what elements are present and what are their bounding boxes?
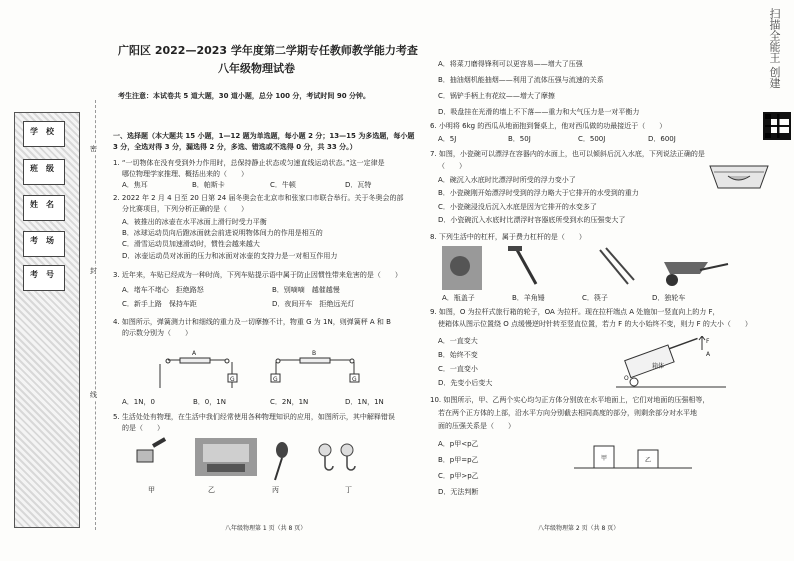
q3-option-b: B．别嘀嘀 越催越慢 [272,286,340,294]
q5-option-d: D．吸盘挂在光滑的墙上不下落——重力和大气压力是一对平衡力 [438,108,640,116]
qr-code-icon [763,112,791,140]
q8-line1: 8. 下列生活中的杠杆，属于费力杠杆的是（ ） [430,233,586,241]
q9-label-o: O [624,375,629,382]
section1-line2: 3 分，全选对得 3 分，漏选得 2 分，多选、错选或不选得 0 分，共 33 分。） [113,143,357,151]
q4-line1: 4. 如图所示，弹簧测力计和细线的重力及一切摩擦不计，物重 G 为 1N，则弹簧秤 A 和 B [113,318,391,326]
bottle-opener-icon [442,246,482,290]
q10-cubes-figure [574,440,694,476]
q8-option-b: B．羊角锤 [512,294,545,302]
footer-page-1: 八年级物理第 1 页（共 8 页） [225,525,307,532]
q2-option-a: A．被推出的冰壶在水平冰面上滑行时受力平衡 [122,218,267,226]
q5-option-a: A．将菜刀磨得锋利可以更容易——增大了压强 [438,60,583,68]
q4-label-a: A [192,350,197,357]
q5-label-bing: 丙 [272,486,279,494]
q4-option-a: A．1N，0 [122,398,155,406]
label-name: 姓 名 [30,200,54,209]
q4-label-g1: G [230,376,235,383]
chopsticks-icon [600,248,634,284]
q10-line3: 面的压强关系是（ ） [438,422,515,430]
label-number: 考 号 [30,270,54,279]
q6-option-a: A．5J [438,135,457,143]
q4-line2: 的示数分别为（ ） [122,329,192,337]
binding-strip [14,112,80,528]
q4-label-g2: G [273,376,278,383]
seal-char-feng: 封 [90,267,97,275]
q10-line1: 10. 如图所示，甲、乙两个实心均匀正方体分别放在水平地面上，它们对地面的压强相等， [430,396,710,404]
q9-option-d: D．先变小后变大 [438,379,493,387]
q10-option-b: B．p甲=p乙 [438,456,479,464]
q6-option-d: D．600J [648,135,676,143]
scanner-watermark: 扫描全能王 创建 [768,8,781,89]
q7-option-c: C．小瓷碗浸没后沉入水底是因为它排开的水变多了 [438,203,597,211]
q4-fig-left [160,358,237,388]
footer-page-2: 八年级物理第 2 页（共 8 页） [538,525,620,532]
q1-option-d: D．瓦特 [345,181,372,189]
q9-label-a: A [706,351,711,358]
section1-line1: 一、选择题（本大题共 15 小题，1—12 题为单选题，每小题 2 分；13—15 为多选题，每小题 [113,132,415,140]
q5-label-yi: 乙 [208,486,215,494]
q5-label-ding: 丁 [345,486,352,494]
q1-line1: 1. “一切物体在没有受到外力作用时，总保持静止状态或匀速直线运动状态。”这一定律是 [113,159,385,167]
q10-option-c: C．p甲>p乙 [438,472,479,480]
q2-line2: 分比赛项目，下列分析正确的是（ ） [122,205,248,213]
spatula-icon [275,442,288,480]
q2-line1: 2. 2022 年 2 月 4 日至 20 日第 24 届冬奥会在北京市和张家口市联合举行。关于冬奥会的部 [113,194,404,202]
q9-suitcase-figure [616,336,736,392]
q7-bowl-figure [706,162,772,192]
q10-line2: 若在两个正方体的上部，沿水平方向分别截去相同高度的部分，则剩余部分对水平地 [438,409,697,417]
q7-option-b: B．小瓷碗刚开始漂浮时受到的浮力略大于它排开的水受到的重力 [438,189,639,197]
q6-option-c: C．500J [578,135,606,143]
label-room: 考 场 [30,236,54,245]
q3-option-c: C．新手上路 保持车距 [122,300,197,308]
q10-label-yi: 乙 [645,457,652,464]
q2-option-d: D．冰壶运动员对冰面的压力和冰面对冰壶的支持力是一对相互作用力 [122,252,338,260]
q9-option-c: C．一直变小 [438,365,478,373]
q5-option-c: C．锅铲手柄上有花纹——增大了摩擦 [438,92,555,100]
q9-option-b: B．始终不变 [438,351,478,359]
q5-figure [125,436,385,484]
q7-option-d: D．小瓷碗沉入水底时比漂浮时容器底所受到水的压强变大了 [438,216,626,224]
q9-line1: 9. 如图，O 为拉杆式旅行箱的轮子，OA 为拉杆。现在拉杆端点 A 处施加一竖直向上的力 F， [430,308,720,316]
exam-subtitle: 八年级物理试卷 [218,62,295,75]
q3-option-a: A．堵车不堵心 拒绝路怒 [122,286,204,294]
q9-option-a: A．一直变大 [438,337,478,345]
q5-line2: 的是（ ） [122,424,164,432]
q8-option-d: D．独轮车 [652,294,686,302]
q9-line2: 使箱体从图示位置绕 O 点缓慢逆时针转至竖直位置，若力 F 的大小始终不变，则力 F 的大小（ ） [438,320,752,328]
q1-line2: 哪位物理学家推理、概括出来的（ ） [122,170,248,178]
q10-option-a: A．p甲<p乙 [438,440,479,448]
label-school: 学 校 [30,127,54,136]
q10-label-jia: 甲 [601,455,608,462]
q9-label-box: 箱体 [652,363,665,370]
q8-figure [438,244,738,292]
q7-line2: （ ） [438,162,466,170]
q4-option-d: D．1N，1N [345,398,384,406]
q4-label-g3: G [352,376,357,383]
seal-line [95,100,96,530]
q6-line1: 6. 小明将 6kg 的西瓜从地面抱到餐桌上，他对西瓜做的功最接近于（ ） [430,122,667,130]
knife-icon [137,437,166,462]
q3-option-d: D．夜间开车 拒绝远光灯 [272,300,355,308]
q4-figure [150,344,380,394]
q5-label-jia: 甲 [148,486,155,494]
seal-char-mi: 密 [90,145,97,153]
q8-option-c: C．筷子 [582,294,608,302]
q4-option-c: C．2N，1N [270,398,309,406]
range-hood-icon [195,438,257,476]
exam-note: 考生注意：本试卷共 5 道大题，30 道小题，总分 100 分，考试时间 90 分钟。 [118,92,371,100]
page-2 [420,0,794,561]
q1-option-b: B．帕斯卡 [192,181,225,189]
q7-option-a: A．碗沉入水底时比漂浮时所受的浮力变小了 [438,176,576,184]
seal-char-xian: 线 [90,391,97,399]
suction-hook-icon [319,444,355,470]
q8-option-a: A．瓶盖子 [442,294,475,302]
q1-option-c: C．牛顿 [270,181,296,189]
q6-option-b: B．50J [508,135,531,143]
q5-line1: 5. 生活处处有物理，在生活中我们经常使用各种物理知识的应用，如图所示，其中解释错误 [113,413,395,421]
claw-hammer-icon [508,246,536,284]
exam-title: 广阳区 2022—2023 学年度第二学期专任教师教学能力考查 [118,44,418,57]
q4-fig-right [271,358,359,382]
q7-line1: 7. 如图，小瓷碗可以漂浮在容器内的水面上，也可以倾斜后沉入水底，下列说法正确的是 [430,150,705,158]
q5-option-b: B．抽油烟机能抽烟——利用了流体压强与流速的关系 [438,76,604,84]
q4-label-b: B [312,350,317,357]
q3-line1: 3. 近年来，车贴已经成为一种时尚，下列车贴提示语中属于防止因惯性带来危害的是（ ） [113,271,402,279]
q2-option-b: B．冰球运动员向后蹬冰面就会前进说明物体间力的作用是相互的 [122,229,323,237]
wheelbarrow-icon [664,262,728,286]
q9-label-f: F [706,338,710,345]
q10-option-d: D．无法判断 [438,488,479,496]
q1-option-a: A．焦耳 [122,181,148,189]
q2-option-c: C．滑雪运动员加速滑动时，惯性会越来越大 [122,240,260,248]
label-class: 班 级 [30,164,54,173]
q4-option-b: B．0，1N [193,398,226,406]
